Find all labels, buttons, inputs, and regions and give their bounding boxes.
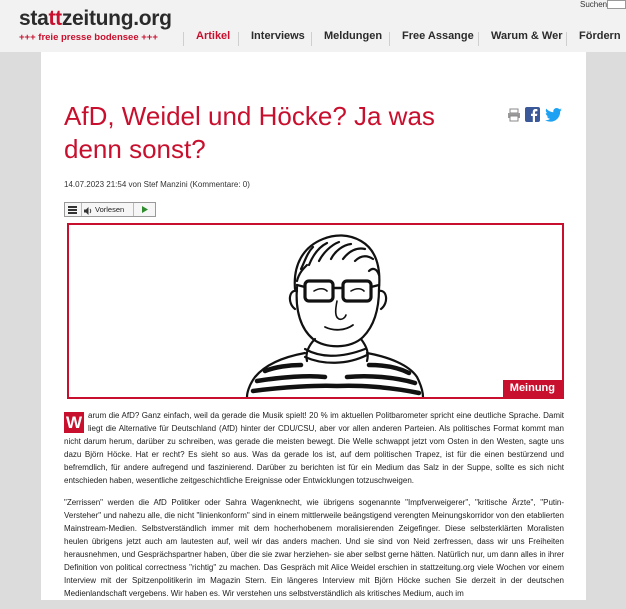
search-label: Suchen [580,0,608,9]
article-image [67,223,564,399]
nav-divider [238,32,239,46]
nav-item-free-assange[interactable]: Free Assange [402,30,474,42]
nav-item-interviews[interactable]: Interviews [251,30,305,42]
article-body [64,409,564,609]
portrait-sketch [69,225,562,397]
print-icon[interactable] [507,108,521,127]
nav-item-meldungen[interactable]: Meldungen [324,30,383,42]
site-header [0,0,626,52]
nav-divider [478,32,479,46]
category-badge[interactable]: Meinung [503,380,562,397]
site-logo[interactable]: stattzeitung.org [19,7,172,30]
article-panel [41,52,586,600]
nav-item-foerdern[interactable]: Fördern [579,30,621,42]
nav-divider [566,32,567,46]
play-icon[interactable] [134,203,155,216]
drop-cap: W [65,413,83,432]
article-title: AfD, Weidel und Höcke? Ja was denn sonst? [64,101,435,164]
read-aloud-widget [64,202,156,217]
twitter-icon[interactable] [545,108,562,127]
read-aloud-button[interactable] [81,203,134,216]
nav-divider [389,32,390,46]
nav-item-artikel[interactable]: Artikel [196,30,231,42]
article-meta: 14.07.2023 21:54 von Stef Manzini (Kommentare: 0) [64,180,250,189]
site-tagline: +++ freie presse bodensee +++ [19,32,158,43]
search-input[interactable] [607,0,626,9]
nav-item-warum-wer[interactable]: Warum & Wer [491,30,563,42]
facebook-icon[interactable] [525,107,540,127]
nav-divider [311,32,312,46]
article-paragraph: W arum die AfD? Ganz einfach, weil da gerade die Musik spielt! 20 % im aktuellen Politbarometer spricht eine deutliche Sprache. Damit liegt die Alternative für Deutschland (AfD) hinter der CDU/CSU, aber vor allen anderen Parteien. Als politisches Format kommt man nicht darum herum, darüber zu schreiben, was gerade die meisten bewegt. Die Welle schwappt jetzt vom Osten in den Westen, sagte uns dazu Björn Höcke. Hat er recht? Es sieht so aus. Was da gerade los ist, auf dem politischen Trapez, ist für die einen bestürzend und befremdlich, für andere aufregend und faszinierend. Darüber zu berichten ist für ein Medium das Salz in der Suppe, sollte es sich nicht entschieden haben, wesentliche zeitgeschichtliche Ereignisse oder Entwicklungen totzuschweigen. [64,411,564,485]
read-aloud-label: Vorlesen [95,205,125,214]
share-bar [507,107,562,127]
menu-icon[interactable] [65,203,82,216]
nav-divider [183,32,184,46]
article-paragraph: "Zerrissen" werden die AfD Politiker oder Sahra Wagenknecht, wie übrigens sogenannte "Impfverweigerer", "kritische Ärzte", "Putin-Versteher" und nahezu alle, die nicht "linienkonform" sind in einem mittlerweile beängstigend verengten Meinungskorridor von den etablierten Mainstream-Medien. Selbstverständlich immer mit dem hocherhobenem moralisierenden Zeigefinger. Diese selbsterklärten Moralisten heulen übrigens jetzt auch am lautesten auf, weil wir das anders machen. Und sie sind von Neid zerfressen, dass wir uns Freiheiten herausnehmen, und Gesprächspartner haben, über die sie zwar herziehen- sie aber selbst gerne hätten. Natürlich nur, um dann alles in ihrer Definition von political correctness "richtig" zu machen. Das Gespräch mit Alice Weidel erschien in stattzeitung.org viele Wochen vor einem Interview mit der Spitzenpolitikerin im Magazin Stern. Ein längeres Interview mit Björn Höcke suchen Sie derzeit in der deutschen Medienlandschaft vergebens. Wir haben es. Wir verstehen uns selbstverständlich als kritisches Medium, auch im [64,498,564,598]
speaker-icon [84,206,93,219]
